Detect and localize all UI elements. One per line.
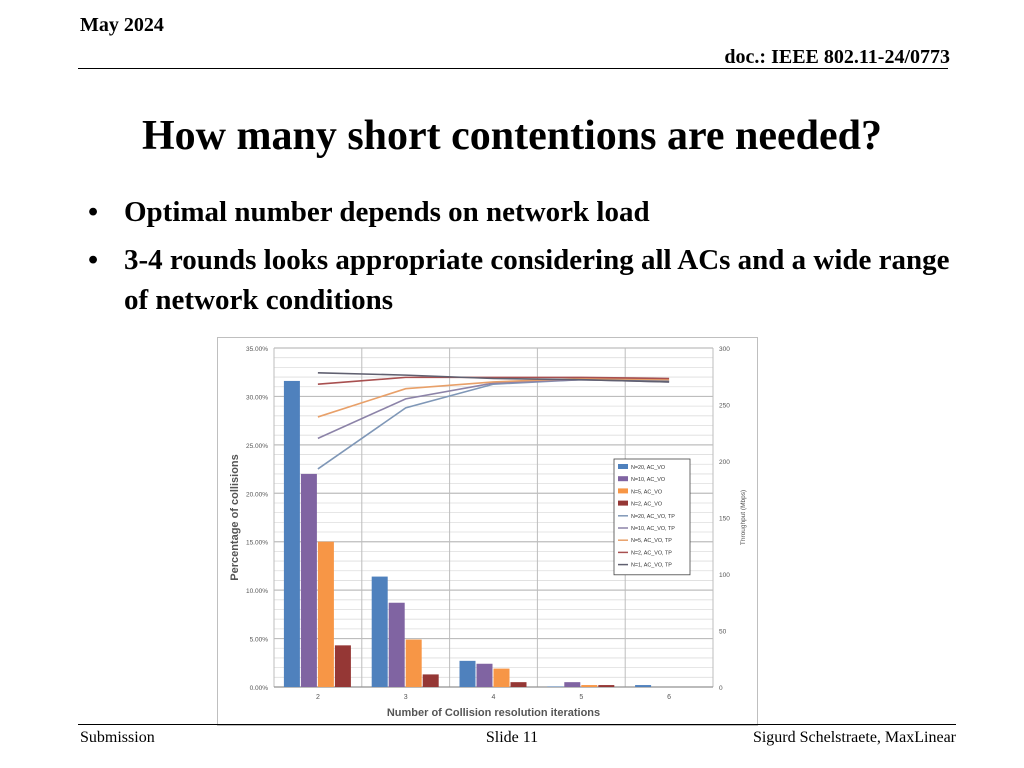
y2-tick-label: 100 [719,572,730,579]
header-doc-id: doc.: IEEE 802.11-24/0773 [724,46,950,68]
bar [477,664,493,687]
y2-axis-title: Throughput (Mbps) [740,489,747,546]
y2-tick-label: 0 [719,685,723,692]
bar [581,685,597,687]
legend-label: N=2, AC_VO, TP [631,550,672,557]
bar [406,640,422,687]
y2-tick-label: 250 [719,402,730,410]
y-tick-label: 25.00% [245,442,268,450]
bar [372,577,388,687]
legend-label: N=10, AC_VO [631,477,666,484]
x-tick-label: 3 [403,694,408,701]
bar [389,603,405,687]
y-tick-label: 0.00% [249,685,268,692]
legend-swatch [618,501,628,506]
y-tick-label: 35.00% [245,346,268,353]
bar [423,674,439,687]
header-divider [78,68,948,69]
legend-label: N=2, AC_VO [631,501,663,508]
y2-tick-label: 300 [719,346,730,353]
series-line [318,380,669,469]
y2-tick-label: 200 [719,459,730,466]
legend-label: N=5, AC_VO [631,489,663,496]
legend-swatch [618,464,628,469]
y-tick-label: 20.00% [245,491,268,499]
bar [301,474,317,687]
bar [460,661,476,687]
bullet-list [88,192,968,328]
y2-tick-label: 150 [719,515,730,523]
header-date: May 2024 [80,14,164,36]
bar [635,685,651,687]
y-tick-label: 5.00% [249,636,268,644]
y-tick-label: 30.00% [245,394,268,402]
x-tick-label: 4 [491,694,496,701]
chart-frame [217,337,758,726]
bar [284,381,300,687]
y-tick-label: 15.00% [245,539,268,547]
bullet-item [88,240,968,320]
legend-swatch [618,476,628,481]
legend-swatch [618,488,628,493]
y-axis-title: Percentage of collisions [229,454,241,581]
x-axis-title: Number of Collision resolution iterations [386,707,601,719]
legend-label: N=1, AC_VO, TP [631,562,672,569]
footer-submission: Submission [80,729,155,746]
bar [335,645,351,687]
footer-author: Sigurd Schelstraete, MaxLinear [752,729,956,746]
slide-title: How many short contentions are needed? [141,113,883,159]
y-tick-label: 10.00% [245,588,268,596]
bullet-text: Optimal number depends on network load [124,196,650,228]
collision-chart [218,338,757,725]
bullet-text: 3-4 rounds looks appropriate considering all ACs and a wide range of network conditions [124,244,950,316]
bullet-dot-icon: • [88,244,99,276]
bullet-dot-icon: • [88,196,99,228]
x-tick-label: 2 [315,694,320,701]
legend-label: N=20, AC_VO [631,465,666,471]
y2-tick-label: 50 [719,628,727,636]
bar [564,682,580,687]
legend-label: N=20, AC_VO, TP [631,513,675,520]
bullet-item [88,192,968,232]
footer-divider [78,724,956,725]
x-tick-label: 5 [579,694,584,701]
x-tick-label: 6 [667,694,672,701]
bar [318,542,334,687]
footer-slide-number: Slide 11 [485,729,539,746]
bar [511,682,527,687]
series-line [318,380,669,439]
legend-label: N=5, AC_VO, TP [631,538,672,545]
bar [494,669,510,687]
bar [598,685,614,687]
legend-label: N=10, AC_VO, TP [631,526,675,532]
